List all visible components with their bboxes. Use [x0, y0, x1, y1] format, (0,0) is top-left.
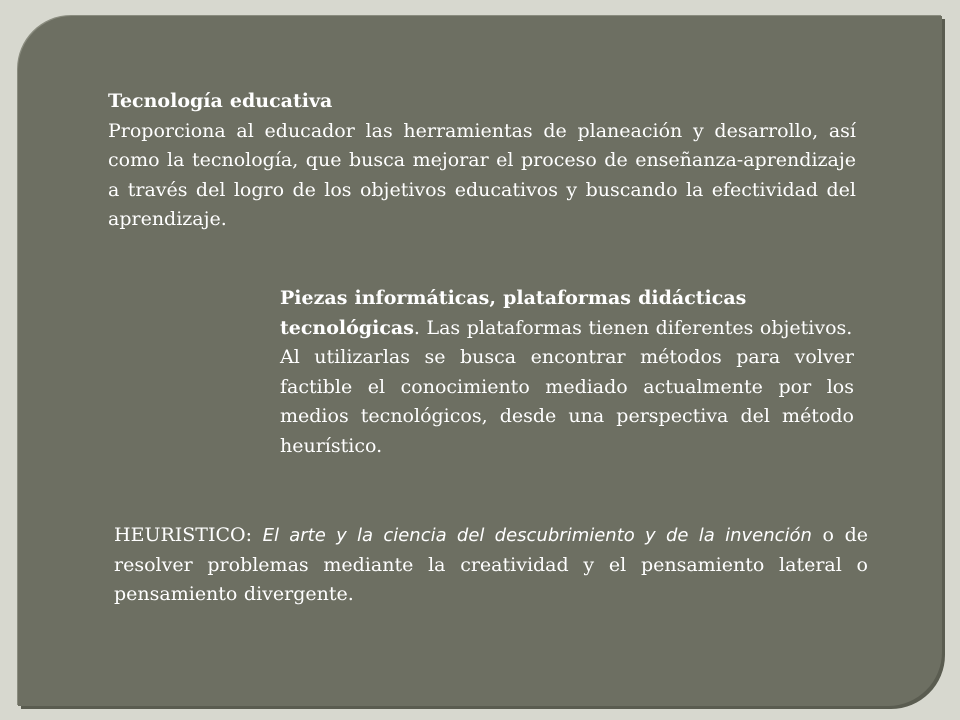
platforms-body: Al utilizarlas se busca encontrar métodos para volver factible el conocimiento mediado actualmente por los medios tecnológicos, desde una perspectiva del método heurístico.	[280, 346, 854, 457]
platforms-section	[280, 284, 854, 461]
heuristic-definition-rest: o de resolver problemas mediante la creatividad y el pensamiento lateral o pensamiento divergente.	[114, 524, 868, 605]
heuristic-term: HEURISTICO:	[114, 524, 263, 546]
platforms-bold-lead: Piezas informáticas, plataformas didácticas tecnológicas	[280, 287, 747, 339]
heuristic-definition-section	[114, 521, 868, 610]
section-heading: Tecnología educativa	[108, 90, 333, 112]
platforms-lead-rest: . Las plataformas tienen diferentes objetivos.	[413, 316, 853, 339]
heuristic-paragraph	[114, 521, 868, 610]
heuristic-definition-italic: El arte y la ciencia del descubrimiento y de la invención	[262, 525, 812, 546]
section-body: Proporciona al educador las herramientas de planeación y desarrollo, así como la tecnología, que busca mejorar el proceso de enseñanza-aprendizaje a través del logro de los objetivos educativos y buscando la efectividad del aprendizaje.	[108, 119, 856, 230]
platforms-lead	[280, 284, 854, 343]
educational-technology-section	[108, 87, 856, 235]
